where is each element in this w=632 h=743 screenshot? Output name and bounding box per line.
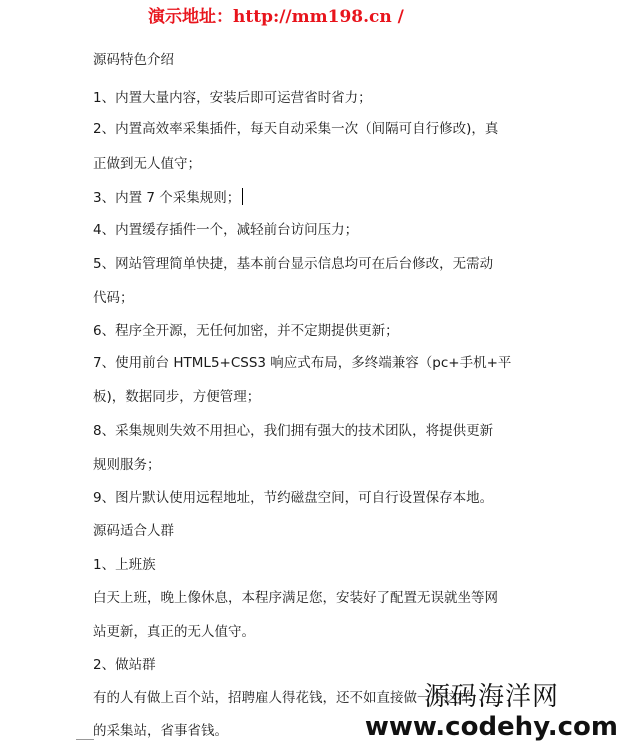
page-divider xyxy=(76,739,94,740)
watermark-name: 源码海洋网 xyxy=(423,682,559,712)
text-cursor xyxy=(242,188,243,205)
audience-2-desc: 有的人有做上百个站，招聘雇人得花钱，还不如直接做一个这样 xyxy=(93,690,471,706)
feature-4: 4、内置缓存插件一个，减轻前台访问压力； xyxy=(93,222,359,238)
feature-1: 1、内置大量内容，安装后即可运营省时省力； xyxy=(93,90,372,106)
feature-7-cont: 板)，数据同步，方便管理； xyxy=(93,389,261,405)
site-watermark xyxy=(365,684,618,740)
feature-3-text: 3、内置 7 个采集规则； xyxy=(93,190,241,206)
feature-8: 8、采集规则失效不用担心，我们拥有强大的技术团队，将提供更新 xyxy=(93,423,494,439)
demo-address-link[interactable]: 演示地址：http://mm198.cn / xyxy=(148,7,404,27)
audience-1-desc: 白天上班，晚上像休息，本程序满足您，安装好了配置无误就坐等网 xyxy=(93,590,498,606)
audience-2-title: 2、做站群 xyxy=(93,657,156,673)
feature-9: 9、图片默认使用远程地址，节约磁盘空间，可自行设置保存本地。 xyxy=(93,490,494,506)
feature-7: 7、使用前台 HTML5+CSS3 响应式布局，多终端兼容（pc+手机+平 xyxy=(93,355,512,371)
feature-5-cont: 代码； xyxy=(93,290,134,306)
feature-6: 6、程序全开源，无任何加密，并不定期提供更新； xyxy=(93,323,399,339)
feature-5: 5、网站管理简单快捷，基本前台显示信息均可在后台修改，无需动 xyxy=(93,256,494,272)
audience-1-title: 1、上班族 xyxy=(93,557,156,573)
section-title-features: 源码特色介绍 xyxy=(93,52,174,68)
feature-3 xyxy=(93,188,243,207)
section-title-audience: 源码适合人群 xyxy=(93,523,174,539)
feature-2: 2、内置高效率采集插件，每天自动采集一次（间隔可自行修改)，真 xyxy=(93,121,499,137)
watermark-url: www.codehy.com xyxy=(364,712,618,742)
feature-2-cont: 正做到无人值守； xyxy=(93,156,201,172)
audience-1-desc-cont: 站更新，真正的无人值守。 xyxy=(93,624,255,640)
audience-2-desc-cont: 的采集站，省事省钱。 xyxy=(93,723,228,739)
feature-8-cont: 规则服务； xyxy=(93,457,161,473)
